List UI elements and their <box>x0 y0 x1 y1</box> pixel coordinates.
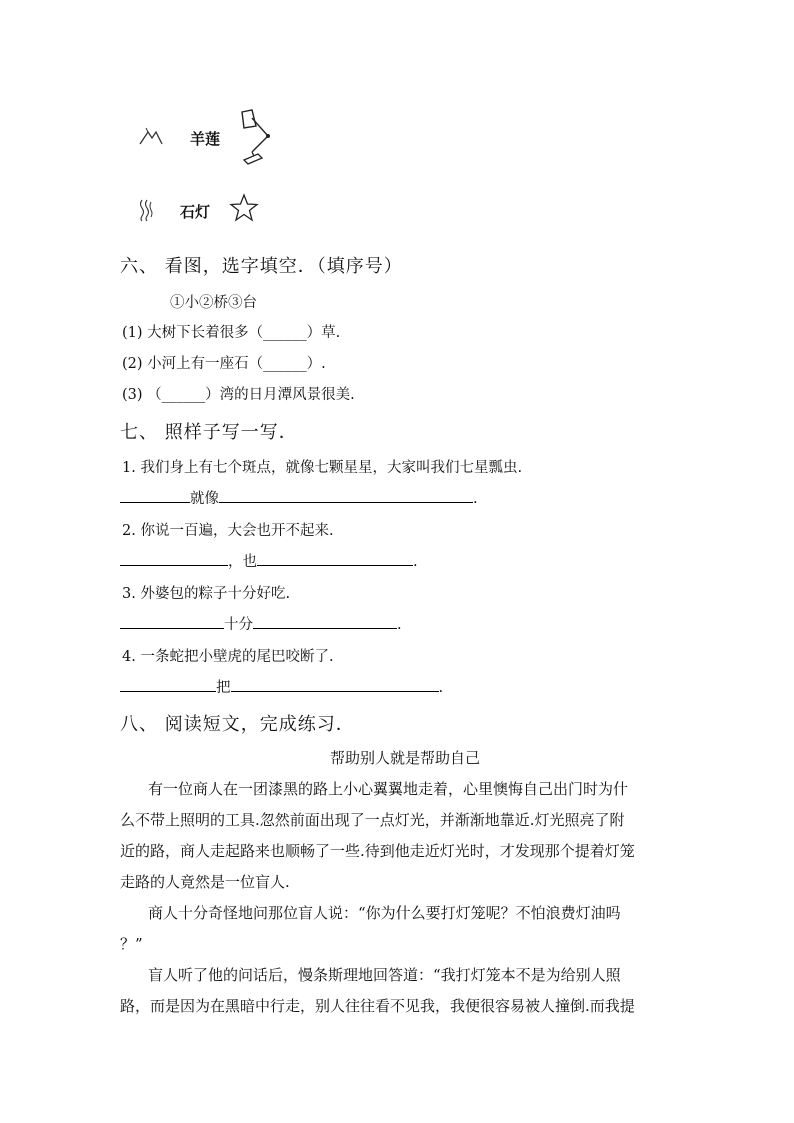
blank[interactable] <box>120 614 224 629</box>
example-3: 3. 外婆包的粽子十分好吃. <box>122 586 291 602</box>
match-word-1: 羊莲 <box>190 130 221 148</box>
story-title: 帮助别人就是帮助自己 <box>330 749 481 767</box>
story-line: 么不带上照明的工具.忽然前面出现了一点灯光，并渐渐地靠近.灯光照亮了附 <box>120 811 625 829</box>
answer-line-3: 十分 . <box>120 613 402 634</box>
story-line: 有一位商人在一团漆黑的路上小心翼翼地走着，心里懊悔自己出门时为什 <box>148 780 629 798</box>
blank[interactable] <box>120 488 190 503</box>
section-6-title: 六、 看图，选字填空．（填序号） <box>120 256 403 277</box>
sprout-icon <box>136 124 166 148</box>
story-line: ？” <box>120 935 143 953</box>
blank[interactable] <box>257 551 413 566</box>
blank[interactable] <box>219 488 473 503</box>
section-6-options: ①小②桥③台 <box>170 295 257 311</box>
answer-line-4: 把 . <box>120 676 443 697</box>
blank[interactable] <box>120 677 216 692</box>
answer-line-1: 就像 . <box>120 487 478 508</box>
section-6-q2: (2) 小河上有一座石（______）. <box>122 356 326 372</box>
story-line: 近的路，商人走起路来也顺畅了一些.待到他走近灯光时，才发现那个提着灯笼 <box>120 842 635 860</box>
blank[interactable] <box>231 677 439 692</box>
desk-lamp-icon <box>238 108 278 166</box>
blank[interactable] <box>120 551 228 566</box>
match-word-2: 石灯 <box>180 203 211 221</box>
section-8-title: 八、 阅读短文，完成练习． <box>120 714 355 735</box>
story-line: 走路的人竟然是一位盲人. <box>120 873 290 891</box>
section-6-q1: (1) 大树下长着很多（______）草. <box>122 325 341 341</box>
section-6-q3: (3) （______）湾的日月潭风景很美. <box>122 387 355 403</box>
example-2: 2. 你说一百遍，大会也开不起来. <box>122 523 334 539</box>
story-line: 商人十分奇怪地问那位盲人说：“你为什么要打灯笼呢？不怕浪费灯油吗 <box>148 904 621 922</box>
blank[interactable] <box>253 614 397 629</box>
example-4: 4. 一条蛇把小壁虎的尾巴咬断了. <box>122 649 334 665</box>
story-line: 盲人听了他的问话后，慢条斯理地回答道：“我打灯笼本不是为给别人照 <box>148 966 621 984</box>
section-7-title: 七、 照样子写一写． <box>120 422 298 443</box>
example-1: 1. 我们身上有七个斑点，就像七颗星星，大家叫我们七星瓢虫. <box>122 460 523 476</box>
star-icon <box>229 194 259 222</box>
story-line: 路，而是因为在黑暗中行走，别人往往看不见我，我便很容易被人撞倒.而我提 <box>120 997 635 1015</box>
water-icon <box>138 198 154 222</box>
answer-line-2: ，也 . <box>120 550 418 571</box>
